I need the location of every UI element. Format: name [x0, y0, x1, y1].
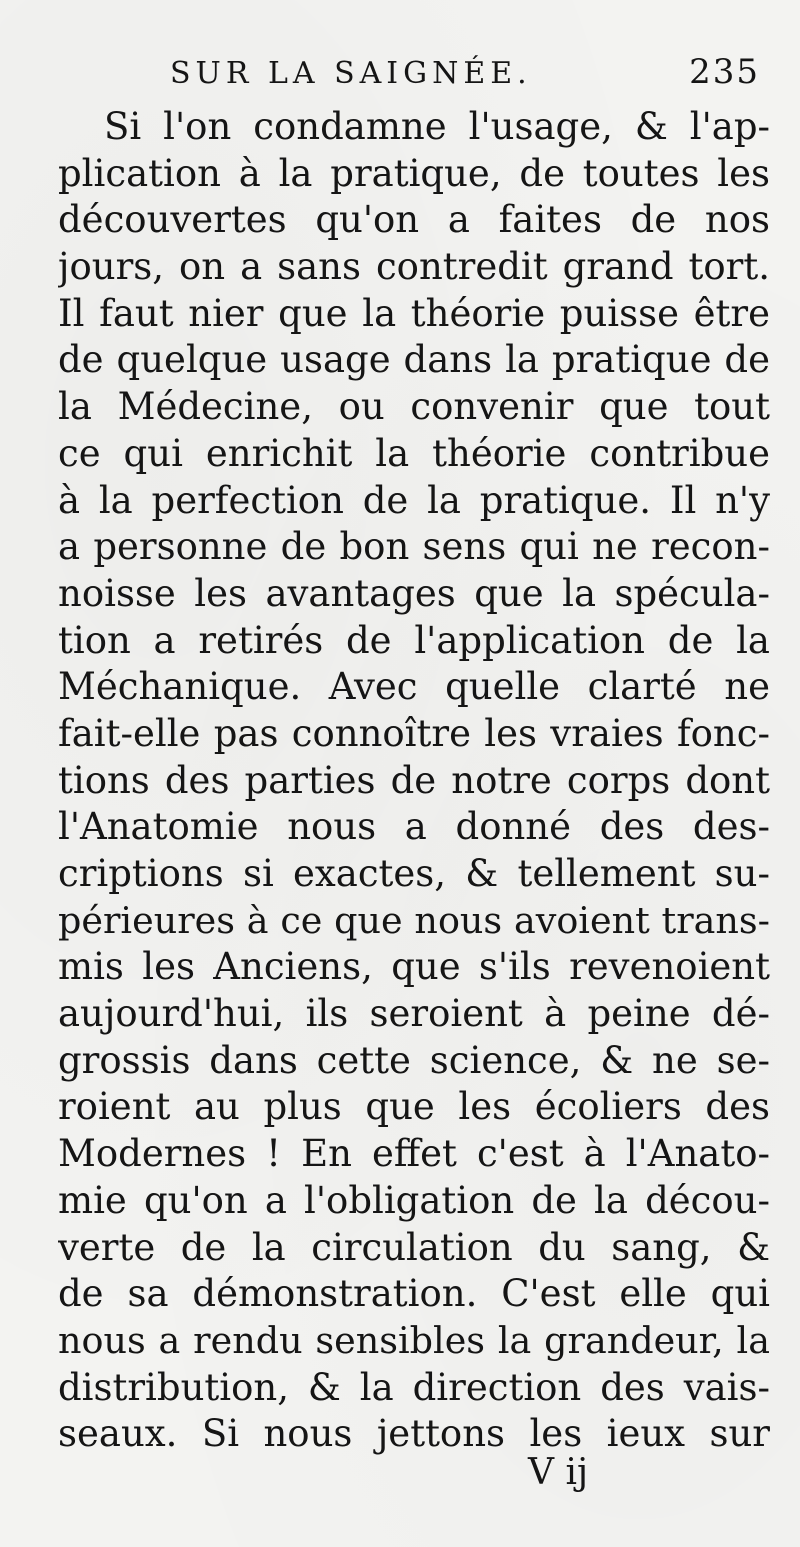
page-header [170, 52, 760, 98]
text-line: tions des parties de notre corps dont [58, 758, 770, 802]
text-line: l'Anatomie nous a donné des des- [58, 805, 770, 849]
text-line: verte de la circulation du sang, & [58, 1225, 770, 1269]
body-text [58, 104, 770, 1458]
text-line: tion a retirés de l'application de la [58, 618, 770, 662]
text-line: noisse les avantages que la spécula- [58, 571, 770, 615]
text-line: de sa démonstration. C'est elle qui [58, 1272, 770, 1316]
text-line: la Médecine, ou convenir que tout [58, 385, 770, 429]
signature-mark: V ij [528, 1452, 589, 1493]
text-line: mie qu'on a l'obligation de la décou- [58, 1178, 770, 1222]
text-line: roient au plus que les écoliers des [58, 1085, 770, 1129]
text-line: plication à la pratique, de toutes les [58, 151, 770, 195]
text-line: ce qui enrichit la théorie contribue [58, 431, 770, 475]
text-line: distribution, & la direction des vais- [58, 1365, 770, 1409]
text-line: de quelque usage dans la pratique de [58, 338, 770, 382]
text-line: aujourd'hui, ils seroient à peine dé- [58, 992, 770, 1036]
text-line: jours, on a sans contredit grand tort. [58, 245, 770, 289]
page-number: 235 [689, 52, 760, 92]
text-line: seaux. Si nous jettons les ieux sur [58, 1412, 770, 1456]
text-line: périeures à ce que nous avoient trans- [58, 898, 770, 942]
text-line: Il faut nier que la théorie puisse être [58, 291, 770, 335]
text-line: nous a rendu sensibles la grandeur, la [58, 1318, 770, 1362]
text-line: mis les Anciens, que s'ils revenoient [58, 945, 770, 989]
running-title: SUR LA SAIGNÉE. [170, 56, 532, 91]
text-line: Si l'on condamne l'usage, & l'ap- [104, 105, 770, 148]
text-line: découvertes qu'on a faites de nos [58, 198, 770, 242]
text-line: grossis dans cette science, & ne se- [58, 1038, 770, 1082]
text-line: criptions si exactes, & tellement su- [58, 852, 770, 895]
text-line: Méchanique. Avec quelle clarté ne [58, 665, 770, 709]
text-line: à la perfection de la pratique. Il n'y [58, 478, 770, 522]
text-line: Modernes ! En effet c'est à l'Anato- [58, 1132, 770, 1176]
text-line: a personne de bon sens qui ne recon- [58, 525, 770, 569]
text-line: fait-elle pas connoître les vraies fonc- [58, 711, 770, 755]
